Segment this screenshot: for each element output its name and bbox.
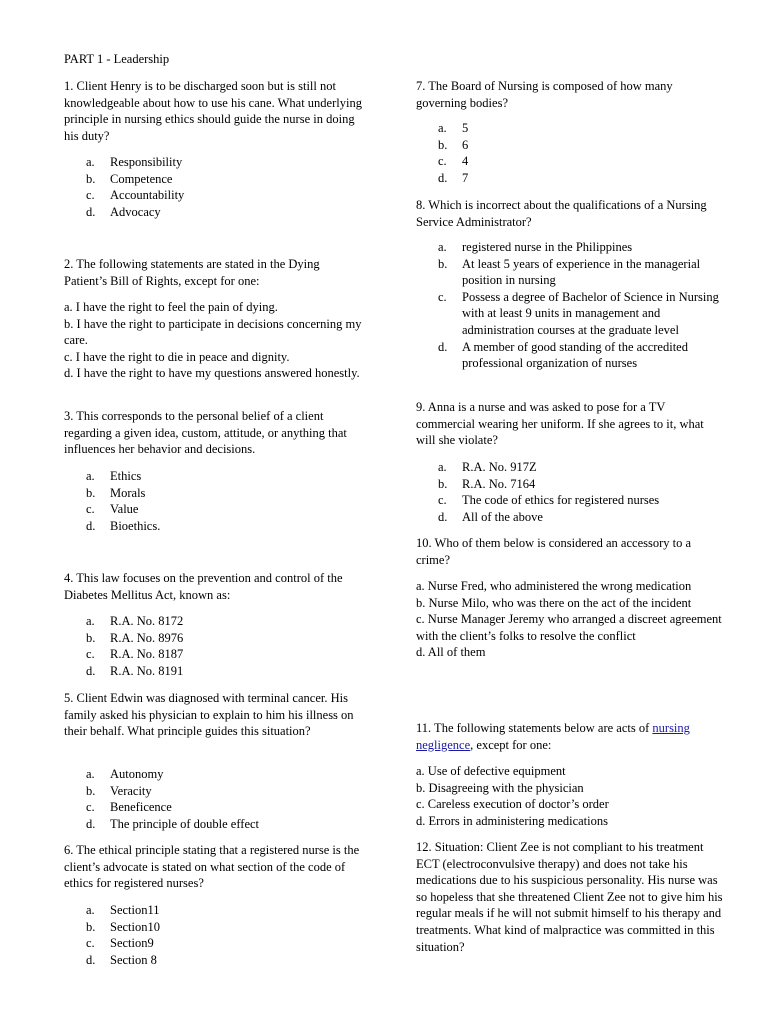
option: b. R.A. No. 8976: [86, 630, 184, 645]
option: d. Errors in administering medications: [416, 813, 608, 828]
option: b. Morals: [86, 485, 146, 500]
option: d. Advocacy: [86, 204, 161, 219]
question-6-options: [64, 902, 364, 968]
option: a. 5: [438, 121, 469, 135]
option: c. Value: [86, 502, 139, 517]
option: c. The code of ethics for registered nurses: [438, 493, 660, 508]
option: a. Ethics: [86, 469, 142, 483]
question-8-options: [416, 239, 726, 372]
option: d. All of them: [416, 645, 486, 660]
question-9: 9. Anna is a nurse and was asked to pose for a TV commercial wearing her uniform. If she agrees to it, what will she violate?: [416, 400, 704, 448]
option: c. Possess a degree of Bachelor of Science in Nursing with at least 9 units in management and administration courses at the graduate level: [438, 289, 719, 337]
option: a. Use of defective equipment: [416, 764, 566, 778]
question-3: 3. This corresponds to the personal belief of a client regarding a given idea, custom, attitude, or anything that influences her behavior and decisions.: [64, 409, 347, 457]
option: d. The principle of double effect: [86, 816, 260, 831]
question-8: 8. Which is incorrect about the qualifications of a Nursing Service Administrator?: [416, 198, 707, 229]
option: b. R.A. No. 7164: [438, 476, 536, 491]
option: d. A member of good standing of the accredited professional organization of nurses: [438, 339, 688, 371]
option: b. At least 5 years of experience in the managerial position in nursing: [438, 256, 701, 288]
question-5-options: [64, 766, 364, 832]
question-11-options: [416, 763, 726, 829]
option: d. Bioethics.: [86, 518, 161, 533]
option: a. R.A. No. 917Z: [438, 460, 537, 474]
option: b. Competence: [86, 171, 173, 186]
question-9-options: [416, 459, 726, 525]
option: a. R.A. No. 8172: [86, 614, 184, 628]
option: c. Accountability: [86, 188, 185, 203]
question-7-options: [416, 120, 726, 186]
option: b. Section10: [86, 919, 160, 934]
option: b. Nurse Milo, who was there on the act of the incident: [416, 595, 692, 610]
part-title: PART 1 - Leadership: [64, 52, 170, 66]
question-7: 7. The Board of Nursing is composed of how many governing bodies?: [416, 79, 673, 110]
question-2-options: [64, 299, 364, 382]
option: c. 4: [438, 154, 469, 169]
option: c. I have the right to die in peace and dignity.: [64, 349, 290, 364]
question-4: 4. This law focuses on the prevention and control of the Diabetes Mellitus Act, known as:: [64, 571, 343, 602]
option: a. registered nurse in the Philippines: [438, 240, 633, 254]
question-5: 5. Client Edwin was diagnosed with terminal cancer. His family asked his physician to explain to him his illness on their behalf. What principle guides this situation?: [64, 691, 354, 739]
question-10: 10. Who of them below is considered an accessory to a crime?: [416, 536, 692, 567]
question-2: 2. The following statements are stated in the Dying Patient’s Bill of Rights, except for one:: [64, 257, 320, 288]
question-1: 1. Client Henry is to be discharged soon but is still not knowledgeable about how to use his cane. What underlying principle in nursing ethics should guide the nurse in doing his duty?: [64, 79, 362, 143]
option: a. Nurse Fred, who administered the wrong medication: [416, 579, 692, 593]
question-10-options: [416, 578, 726, 661]
option: d. All of the above: [438, 509, 543, 524]
option: a. Section11: [86, 903, 160, 917]
option: c. Nurse Manager Jeremy who arranged a discreet agreement with the client’s folks to resolve the conflict: [416, 612, 722, 643]
option: c. Beneficence: [86, 800, 172, 815]
option: b. 6: [438, 137, 469, 152]
option: d. Section 8: [86, 952, 157, 967]
option: d. 7: [438, 170, 469, 185]
option: c. R.A. No. 8187: [86, 647, 184, 662]
question-4-options: [64, 613, 364, 679]
nursing-negligence-link[interactable]: nursing negligence: [416, 721, 690, 752]
option: b. I have the right to participate in decisions concerning my care.: [64, 316, 362, 348]
option: d. R.A. No. 8191: [86, 663, 184, 678]
option: d. I have the right to have my questions answered honestly.: [64, 366, 360, 381]
option: a. I have the right to feel the pain of dying.: [64, 300, 278, 314]
option: b. Disagreeing with the physician: [416, 780, 584, 795]
option: c. Section9: [86, 936, 154, 951]
option: b. Veracity: [86, 783, 152, 798]
question-3-options: [64, 468, 364, 534]
option: c. Careless execution of doctor’s order: [416, 797, 609, 812]
option: a. Autonomy: [86, 767, 164, 781]
question-6: 6. The ethical principle stating that a registered nurse is the client’s advocate is stated on what section of the code of ethics for registered nurses?: [64, 843, 360, 891]
question-11: 11. The following statements below are acts of nursing negligence, except for one:: [416, 721, 690, 752]
question-1-options: [64, 154, 364, 220]
question-12: 12. Situation: Client Zee is not compliant to his treatment ECT (electroconvulsive therapy) and does not take his medications due to his suspicious personality. His nurse was so hopeless that she threatened Client Zee not to give him his regular meals if he will not submit himself to his therapy and treatments. What kind of malpractice was committed in this situation?: [416, 840, 723, 954]
option: a. Responsibility: [86, 155, 183, 169]
